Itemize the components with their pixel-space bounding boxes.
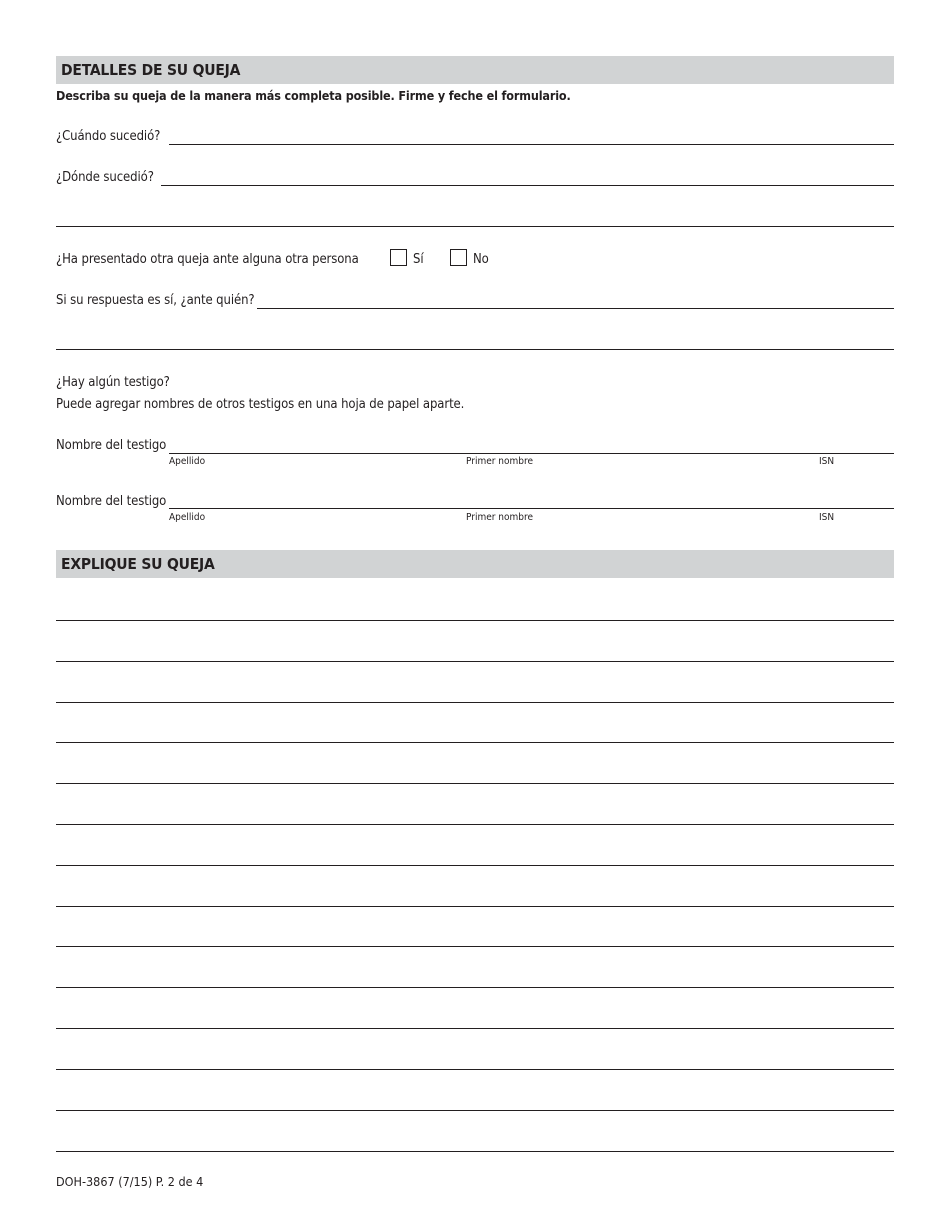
explanation-line[interactable]: [56, 1028, 894, 1029]
witness-2-field[interactable]: [169, 508, 894, 509]
explanation-line[interactable]: [56, 1151, 894, 1152]
if-yes-field[interactable]: [257, 308, 894, 309]
explanation-line[interactable]: [56, 742, 894, 743]
where-field-continuation[interactable]: [56, 226, 894, 227]
explanation-line[interactable]: [56, 987, 894, 988]
witness-1-first-name-caption: Primer nombre: [466, 456, 533, 467]
other-complaint-question: ¿Ha presentado otra queja ante alguna otra persona: [56, 252, 359, 267]
explanation-line[interactable]: [56, 906, 894, 907]
witness-2-isn-caption: ISN: [819, 512, 835, 523]
where-label: ¿Dónde sucedió?: [56, 170, 154, 185]
explanation-line[interactable]: [56, 661, 894, 662]
section-title: DETALLES DE SU QUEJA: [61, 61, 241, 79]
explanation-line[interactable]: [56, 1110, 894, 1111]
witness-1-label: Nombre del testigo: [56, 438, 167, 453]
section-header-complaint-details: [56, 56, 894, 84]
no-checkbox[interactable]: [450, 249, 467, 266]
witness-2-first-name-caption: Primer nombre: [466, 512, 533, 523]
witness-1-field[interactable]: [169, 453, 894, 454]
section-header-explain-complaint: [56, 550, 894, 578]
witness-2-last-name-caption: Apellido: [169, 512, 206, 523]
form-instructions: Describa su queja de la manera más completa posible. Firme y feche el formulario.: [56, 88, 571, 103]
section-title: EXPLIQUE SU QUEJA: [61, 555, 215, 573]
where-field[interactable]: [161, 185, 894, 186]
witness-2-label: Nombre del testigo: [56, 494, 167, 509]
witness-1-isn-caption: ISN: [819, 456, 835, 467]
explanation-line[interactable]: [56, 946, 894, 947]
explanation-line[interactable]: [56, 702, 894, 703]
if-yes-field-continuation[interactable]: [56, 349, 894, 350]
no-label: No: [473, 252, 489, 267]
when-label: ¿Cuándo sucedió?: [56, 129, 161, 144]
witness-1-last-name-caption: Apellido: [169, 456, 206, 467]
explanation-line[interactable]: [56, 824, 894, 825]
form-id-footer: DOH-3867 (7/15) P. 2 de 4: [56, 1174, 204, 1189]
witness-question: ¿Hay algún testigo?: [56, 375, 170, 390]
explanation-line[interactable]: [56, 783, 894, 784]
if-yes-label: Si su respuesta es sí, ¿ante quién?: [56, 293, 255, 308]
explanation-line[interactable]: [56, 620, 894, 621]
yes-label: Sí: [413, 252, 424, 267]
explanation-line[interactable]: [56, 1069, 894, 1070]
yes-checkbox[interactable]: [390, 249, 407, 266]
witness-note: Puede agregar nombres de otros testigos en una hoja de papel aparte.: [56, 397, 465, 412]
explanation-line[interactable]: [56, 865, 894, 866]
when-field[interactable]: [169, 144, 894, 145]
